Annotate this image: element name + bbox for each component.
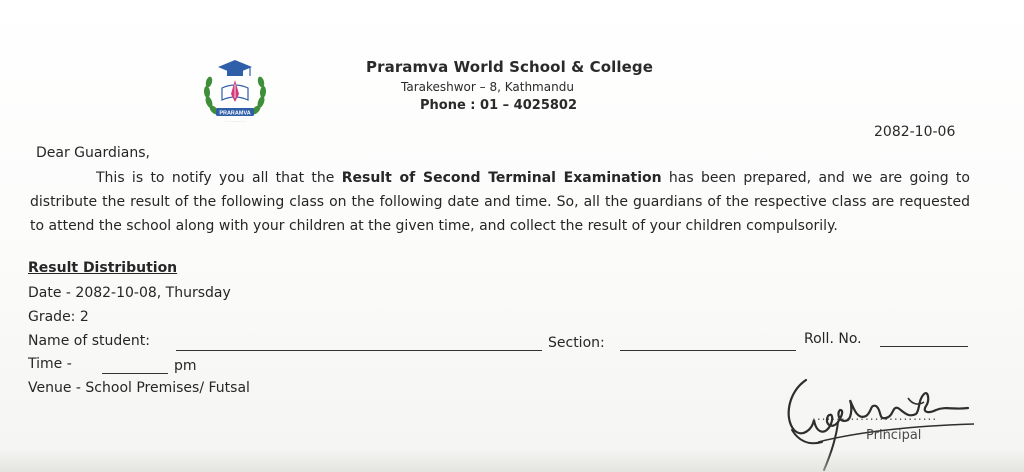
paragraph-text-start: This is to notify you all that the (96, 170, 342, 186)
venue-line: Venue - School Premises/ Futsal (28, 380, 250, 396)
section-label: Section: (548, 335, 605, 351)
roll-number-label: Roll. No. (804, 331, 862, 347)
time-label: Time - (28, 356, 72, 372)
paragraph-text-rest: has been prepared, and we are going to distribute the result of the following class on the following date and time. So, all the guardians of the respective class are requested to attend the school along with your children at the given time, and collect the result of your children compulsorily. (30, 170, 970, 234)
grade-line: Grade: 2 (28, 309, 89, 325)
roll-number-blank[interactable] (880, 346, 968, 347)
school-address: Tarakeshwor – 8, Kathmandu (401, 80, 574, 94)
school-name: Praramva World School & College (366, 58, 654, 76)
salutation: Dear Guardians, (36, 145, 150, 161)
exam-name: Result of Second Terminal Examination (341, 170, 662, 186)
section-blank[interactable] (620, 350, 796, 351)
result-distribution-heading: Result Distribution (28, 260, 178, 276)
time-unit: pm (174, 358, 197, 374)
student-name-label: Name of student: (28, 333, 150, 349)
notice-date: 2082-10-06 (874, 124, 956, 140)
principal-title: Principal (866, 428, 922, 443)
svg-text:·····················: ····················· (224, 119, 246, 123)
school-logo (200, 58, 270, 126)
logo-text: PRARAMVA (219, 110, 251, 117)
distribution-date: Date - 2082-10-08, Thursday (28, 285, 231, 301)
student-name-blank[interactable] (176, 350, 542, 351)
principal-signature (778, 370, 978, 472)
notice-paragraph (30, 166, 970, 238)
school-phone: Phone : 01 – 4025802 (420, 98, 577, 113)
time-blank[interactable] (102, 373, 168, 374)
pen-book-icon (222, 80, 248, 102)
graduation-cap-icon (218, 60, 252, 76)
signature-dotted-line: .......................... (812, 409, 938, 423)
